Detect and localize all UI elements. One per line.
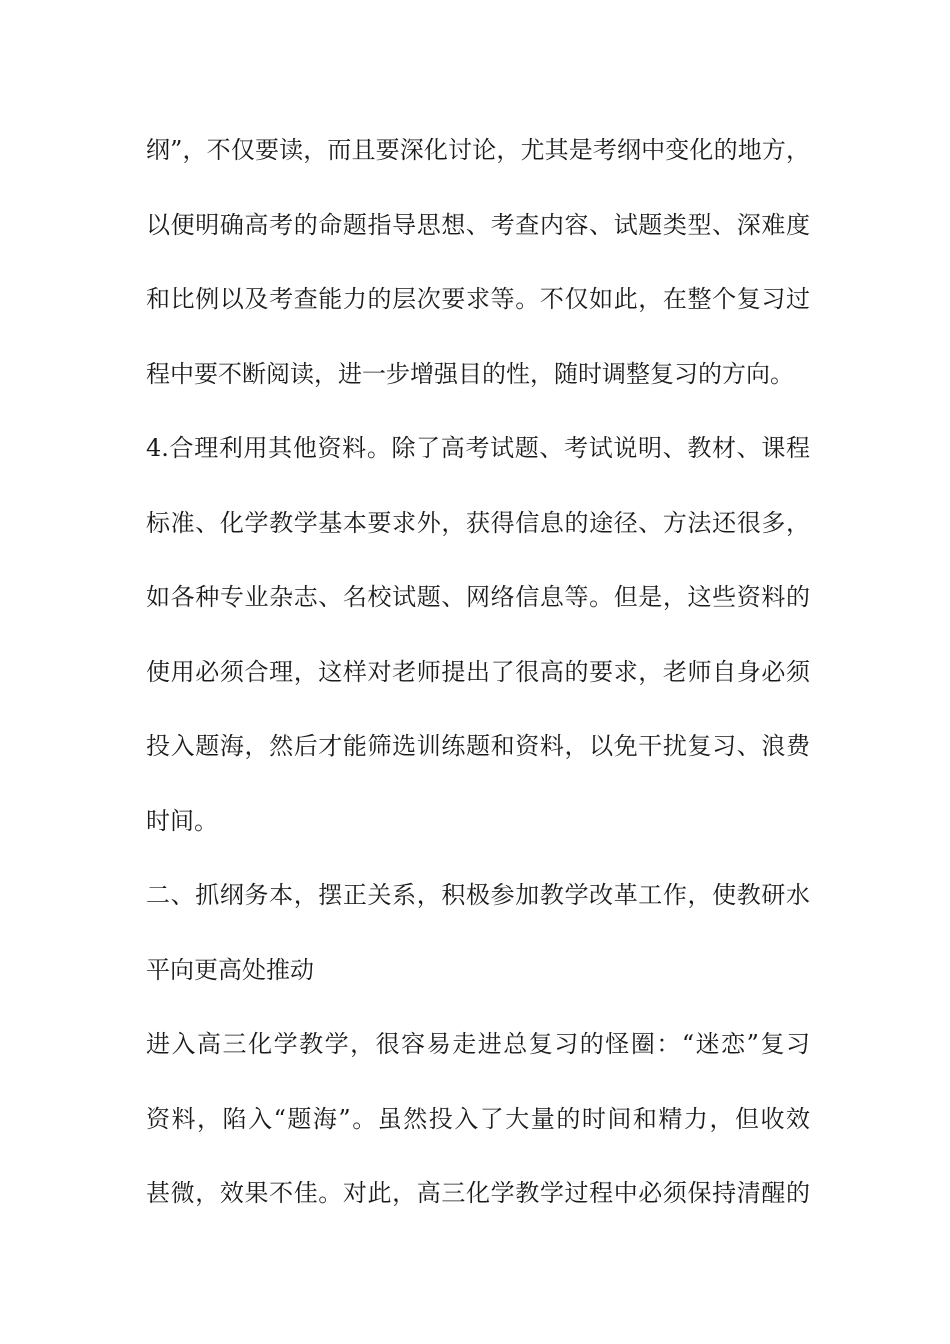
text-line: 如各种专业杂志、名校试题、网络信息等。但是，这些资料的: [146, 583, 810, 611]
text-line: 标准、化学教学基本要求外，获得信息的途径、方法还很多，: [146, 508, 810, 537]
text-line: 使用必须合理，这样对老师提出了很高的要求，老师自身必须: [146, 657, 810, 686]
text-line: 投入题海，然后才能筛选训练题和资料，以免干扰复习、浪费: [146, 732, 810, 760]
text-line: 平向更高处推动: [146, 955, 314, 984]
text-line: 4.合理利用其他资料。除了高考试题、考试说明、教材、课程: [146, 434, 810, 462]
text-line: 纲”，不仅要读，而且要深化讨论，尤其是考纲中变化的地方，: [146, 136, 810, 164]
text-line: 时间。: [146, 806, 218, 835]
text-line: 进入高三化学教学，很容易走进总复习的怪圈：“迷恋”复习: [146, 1030, 810, 1058]
text-line: 甚微，效果不佳。对此，高三化学教学过程中必须保持清醒的: [146, 1179, 810, 1207]
text-line: 资料，陷入“题海”。虽然投入了大量的时间和精力，但收效: [146, 1104, 810, 1133]
text-line: 二、抓纲务本，摆正关系，积极参加教学改革工作，使教研水: [146, 881, 810, 909]
text-line: 程中要不断阅读，进一步增强目的性，随时调整复习的方向。: [146, 359, 794, 388]
text-line: 和比例以及考查能力的层次要求等。不仅如此，在整个复习过: [146, 285, 810, 313]
document-body: [146, 130, 810, 1248]
text-line: 以便明确高考的命题指导思想、考查内容、试题类型、深难度: [146, 210, 810, 239]
